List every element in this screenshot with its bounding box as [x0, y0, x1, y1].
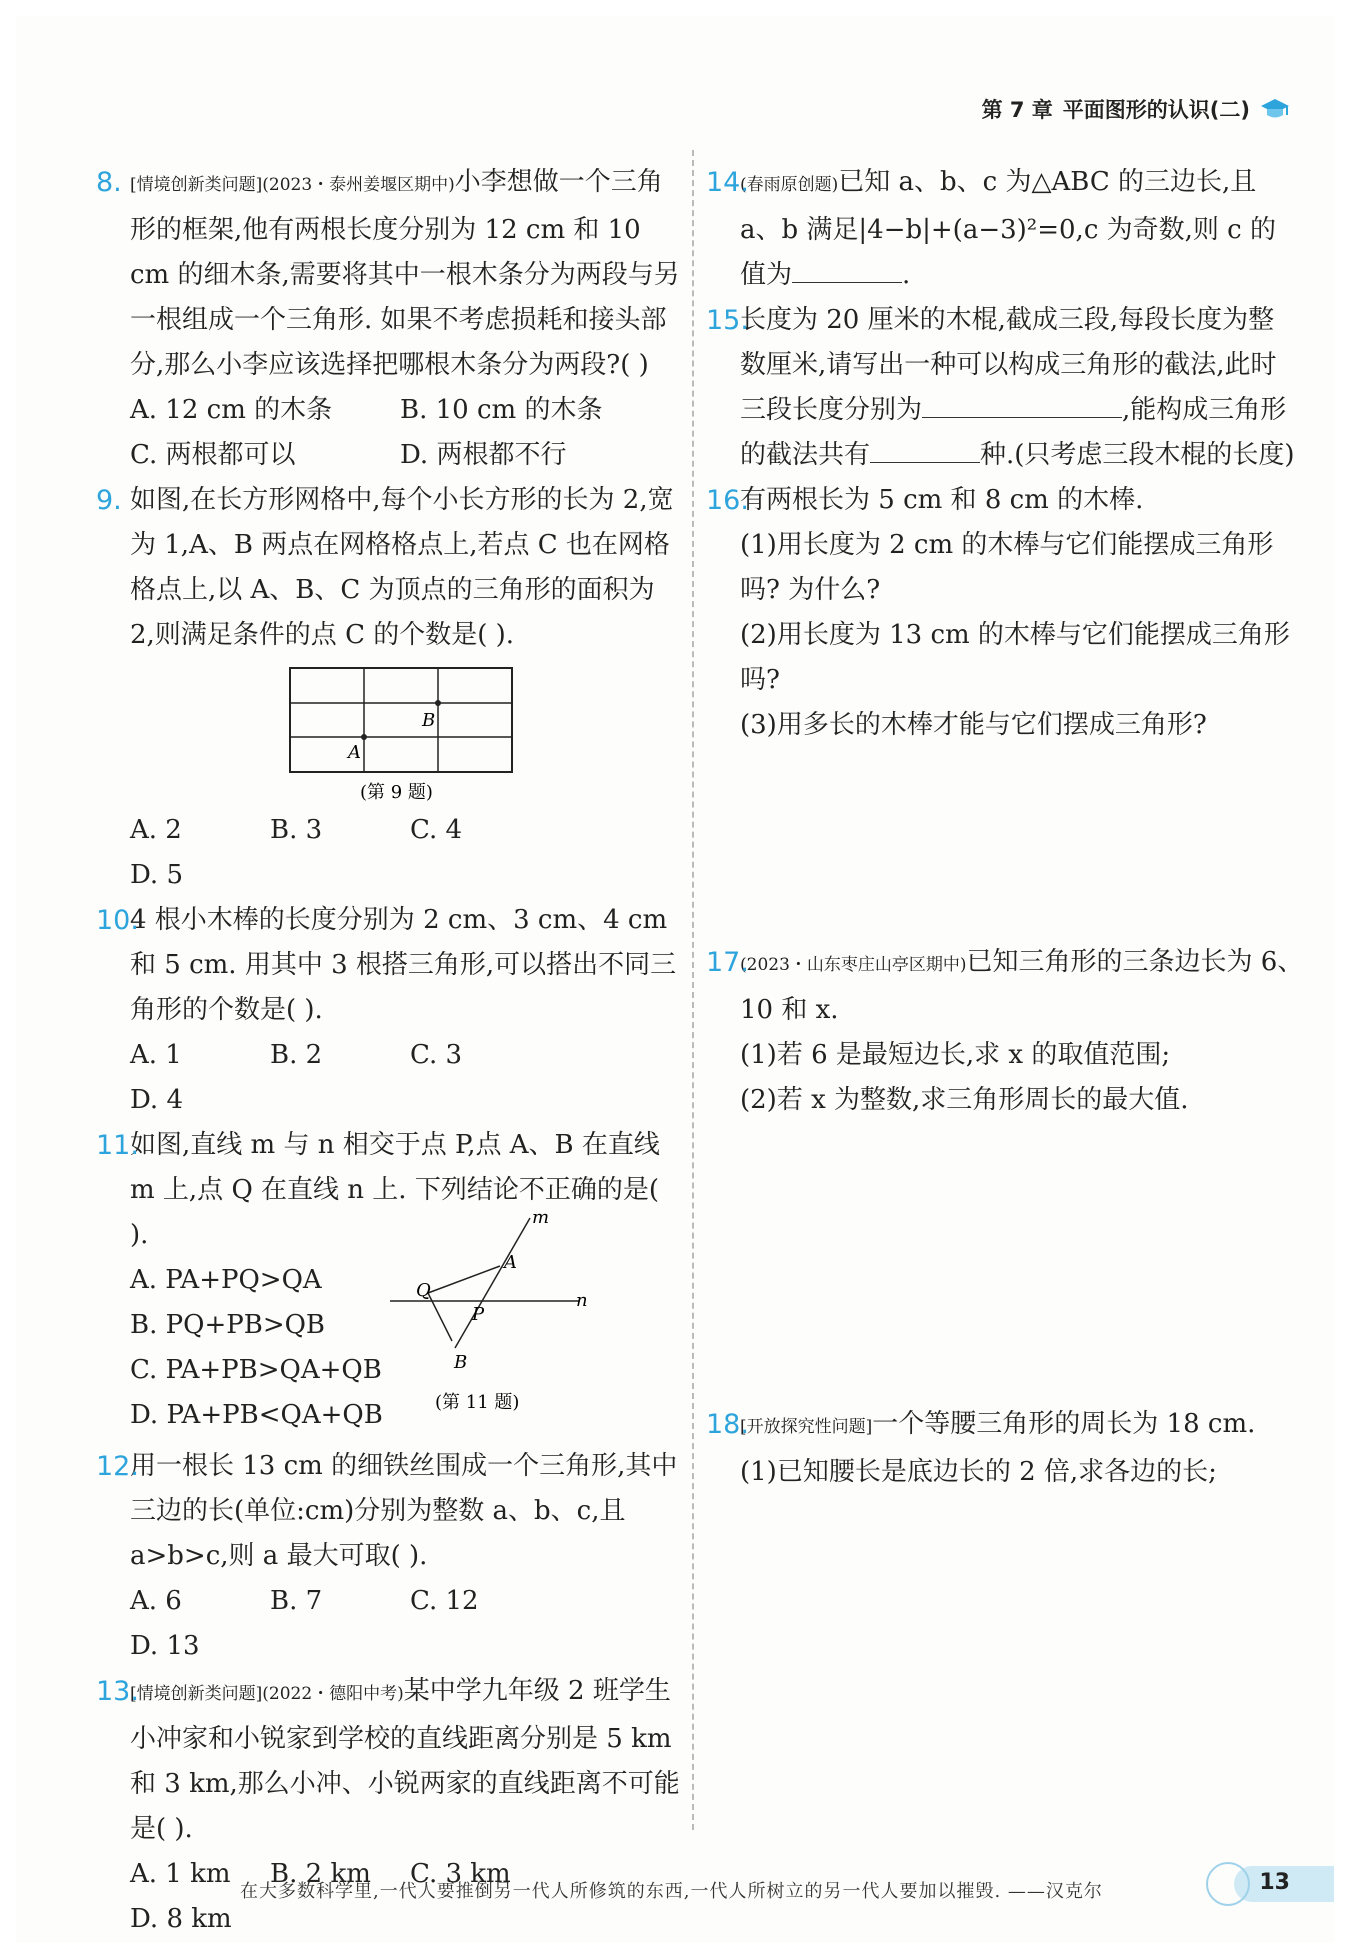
question-tag: [情境创新类问题](2023・泰州姜堰区期中) — [130, 175, 455, 195]
question-10 — [96, 898, 681, 1123]
question-number: 10. — [96, 905, 139, 936]
option-a: A. 12 cm 的木条 — [130, 395, 333, 425]
page-badge-ring-icon — [1206, 1862, 1250, 1906]
right-column — [706, 160, 1304, 1487]
question-text: 已知 a、b、c 为△ABC 的三边长,且 a、b 满足|4−b|+(a−3)²=0,c 为奇数,则 c 的值为 — [740, 167, 1276, 290]
point-a-label: A — [504, 1252, 517, 1273]
option-b: B. 3 — [270, 815, 323, 845]
sub-question: (1)已知腰长是底边长的 2 倍,求各边的长; — [740, 1457, 1217, 1487]
question-text-end: . — [902, 260, 911, 290]
option-c: C. 两根都可以 — [130, 440, 296, 470]
page-number: 13 — [1259, 1870, 1290, 1895]
question-8 — [96, 160, 681, 478]
question-tag: (春雨原创题) — [740, 175, 839, 195]
sub-question: (3)用多长的木棒才能与它们摆成三角形? — [740, 710, 1207, 740]
option-d: D. 5 — [130, 860, 183, 890]
option-a: A. 1 — [130, 1040, 182, 1070]
option-c: C. 4 — [410, 815, 463, 845]
question-number: 8. — [96, 167, 122, 198]
answer-blank-count[interactable] — [870, 438, 980, 463]
question-text: 某中学九年级 2 班学生小冲家和小锐家到学校的直线距离分别是 5 km 和 3 km,那么小冲、小锐两家的直线距离不可能是( ). — [130, 1676, 680, 1844]
question-12 — [96, 1444, 681, 1669]
line-m-label: m — [532, 1207, 550, 1228]
option-a: A. 1 km — [130, 1859, 231, 1889]
option-a: A. 2 — [130, 815, 182, 845]
point-q-label: Q — [416, 1280, 431, 1301]
footer-quote: 在大多数科学里,一代人要推倒另一代人所修筑的东西,一代人所树立的另一代人要加以摧毁. ——汉克尔 — [240, 1881, 1103, 1902]
option-b: B. PQ+PB>QB — [130, 1310, 326, 1340]
options — [130, 1258, 400, 1438]
left-column — [96, 160, 681, 1942]
question-text: 用一根长 13 cm 的细铁丝围成一个三角形,其中三边的长(单位:cm)分别为整数 a、b、c,且 a>b>c,则 a 最大可取( ). — [130, 1451, 678, 1571]
question-text: 小李想做一个三角形的框架,他有两根长度分别为 12 cm 和 10 cm 的细木条,需要将其中一根木条分为两段与另一根组成一个三角形. 如果不考虑损耗和接头部分,那么小李应该选择把哪根木条分为两段?( ) — [130, 167, 680, 380]
options — [130, 1579, 681, 1669]
options — [130, 808, 681, 898]
question-18 — [706, 1402, 1330, 1495]
option-d: D. 4 — [130, 1085, 183, 1115]
point-b-label: B — [454, 1352, 468, 1373]
question-tag: (2023・山东枣庄山亭区期中) — [740, 955, 967, 975]
column-divider — [692, 150, 694, 1830]
question-9 — [96, 478, 681, 898]
q11-body — [130, 1207, 681, 1438]
point-a-label: A — [348, 742, 361, 763]
figure-caption: (第 11 题) — [435, 1392, 520, 1413]
option-b: B. 7 — [270, 1586, 323, 1616]
option-b: B. 2 km — [270, 1859, 371, 1889]
option-d: D. 13 — [130, 1631, 200, 1661]
question-number: 16. — [706, 485, 749, 516]
option-b: B. 2 — [270, 1040, 323, 1070]
chapter-title: 平面图形的认识(二) — [1062, 98, 1250, 122]
sub-question: (2)用长度为 13 cm 的木棒与它们能摆成三角形吗? — [740, 620, 1290, 695]
option-c: C. 3 km — [410, 1859, 511, 1889]
option-c: C. PA+PB>QA+QB — [130, 1355, 382, 1385]
question-number: 15. — [706, 305, 749, 336]
question-number: 18. — [706, 1409, 749, 1440]
option-a: A. 6 — [130, 1586, 182, 1616]
options — [130, 1033, 681, 1123]
question-16 — [706, 478, 1296, 748]
grid-figure — [130, 658, 690, 808]
question-text-mid: ,能构成三角形的截法共有 — [740, 395, 1287, 470]
question-tag: [开放探究性问题] — [740, 1417, 873, 1437]
figure-9 — [130, 658, 681, 808]
answer-blank-lengths[interactable] — [922, 393, 1122, 418]
sub-question: (1)用长度为 2 cm 的木棒与它们能摆成三角形吗? 为什么? — [740, 530, 1274, 605]
question-tag: [情境创新类问题](2022・德阳中考) — [130, 1684, 404, 1704]
question-text: 如图,在长方形网格中,每个小长方形的长为 2,宽为 1,A、B 两点在网格格点上,若点 C 也在网格格点上,以 A、B、C 为顶点的三角形的面积为 2,则满足条件的点 C 的个数是( ). — [130, 485, 674, 650]
question-text: 如图,直线 m 与 n 相交于点 P,点 A、B 在直线 m 上,点 Q 在直线 n 上. 下列结论不正确的是( ). — [130, 1130, 660, 1250]
question-number: 14. — [706, 167, 749, 198]
question-11 — [96, 1123, 681, 1438]
option-d: D. 两根都不行 — [400, 440, 567, 470]
question-text: 4 根小木棒的长度分别为 2 cm、3 cm、4 cm 和 5 cm. 用其中 3 根搭三角形,可以搭出不同三角形的个数是( ). — [130, 905, 677, 1025]
question-text: 已知三角形的三条边长为 6、10 和 x. — [740, 947, 1304, 1025]
question-number: 13. — [96, 1676, 139, 1707]
option-a: A. PA+PQ>QA — [130, 1265, 322, 1295]
options — [130, 388, 681, 478]
question-text-end: 种.(只考虑三段木棍的长度) — [980, 440, 1295, 470]
page-header — [982, 94, 1290, 124]
question-number: 17. — [706, 947, 749, 978]
figure-caption: (第 9 题) — [360, 782, 433, 803]
option-c: C. 3 — [410, 1040, 463, 1070]
option-b: B. 10 cm 的木条 — [400, 395, 603, 425]
sub-question: (2)若 x 为整数,求三角形周长的最大值. — [740, 1085, 1189, 1115]
question-15 — [706, 298, 1296, 478]
option-c: C. 12 — [410, 1586, 479, 1616]
question-number: 11. — [96, 1130, 139, 1161]
question-text: 一个等腰三角形的周长为 18 cm. — [872, 1409, 1256, 1439]
answer-blank[interactable] — [792, 258, 902, 283]
chapter-label: 第 7 章 — [981, 98, 1053, 122]
question-17 — [706, 940, 1330, 1123]
point-b-label: B — [422, 710, 436, 731]
sub-question: (1)若 6 是最短边长,求 x 的取值范围; — [740, 1040, 1171, 1070]
question-text: 长度为 20 厘米的木棍,截成三段,每段长度为整数厘米,请写出一种可以构成三角形的截法,此时三段长度分别为 — [740, 305, 1277, 425]
option-d: D. 8 km — [130, 1904, 232, 1934]
question-14 — [706, 160, 1296, 298]
point-p-label: P — [472, 1304, 485, 1325]
graduation-cap-icon — [1260, 97, 1290, 121]
line-n-label: n — [576, 1290, 588, 1311]
question-number: 9. — [96, 485, 122, 516]
question-text: 有两根长为 5 cm 和 8 cm 的木棒. — [740, 485, 1144, 515]
option-d: D. PA+PB<QA+QB — [130, 1400, 383, 1430]
question-number: 12. — [96, 1451, 139, 1482]
figure-11 — [380, 1198, 590, 1428]
